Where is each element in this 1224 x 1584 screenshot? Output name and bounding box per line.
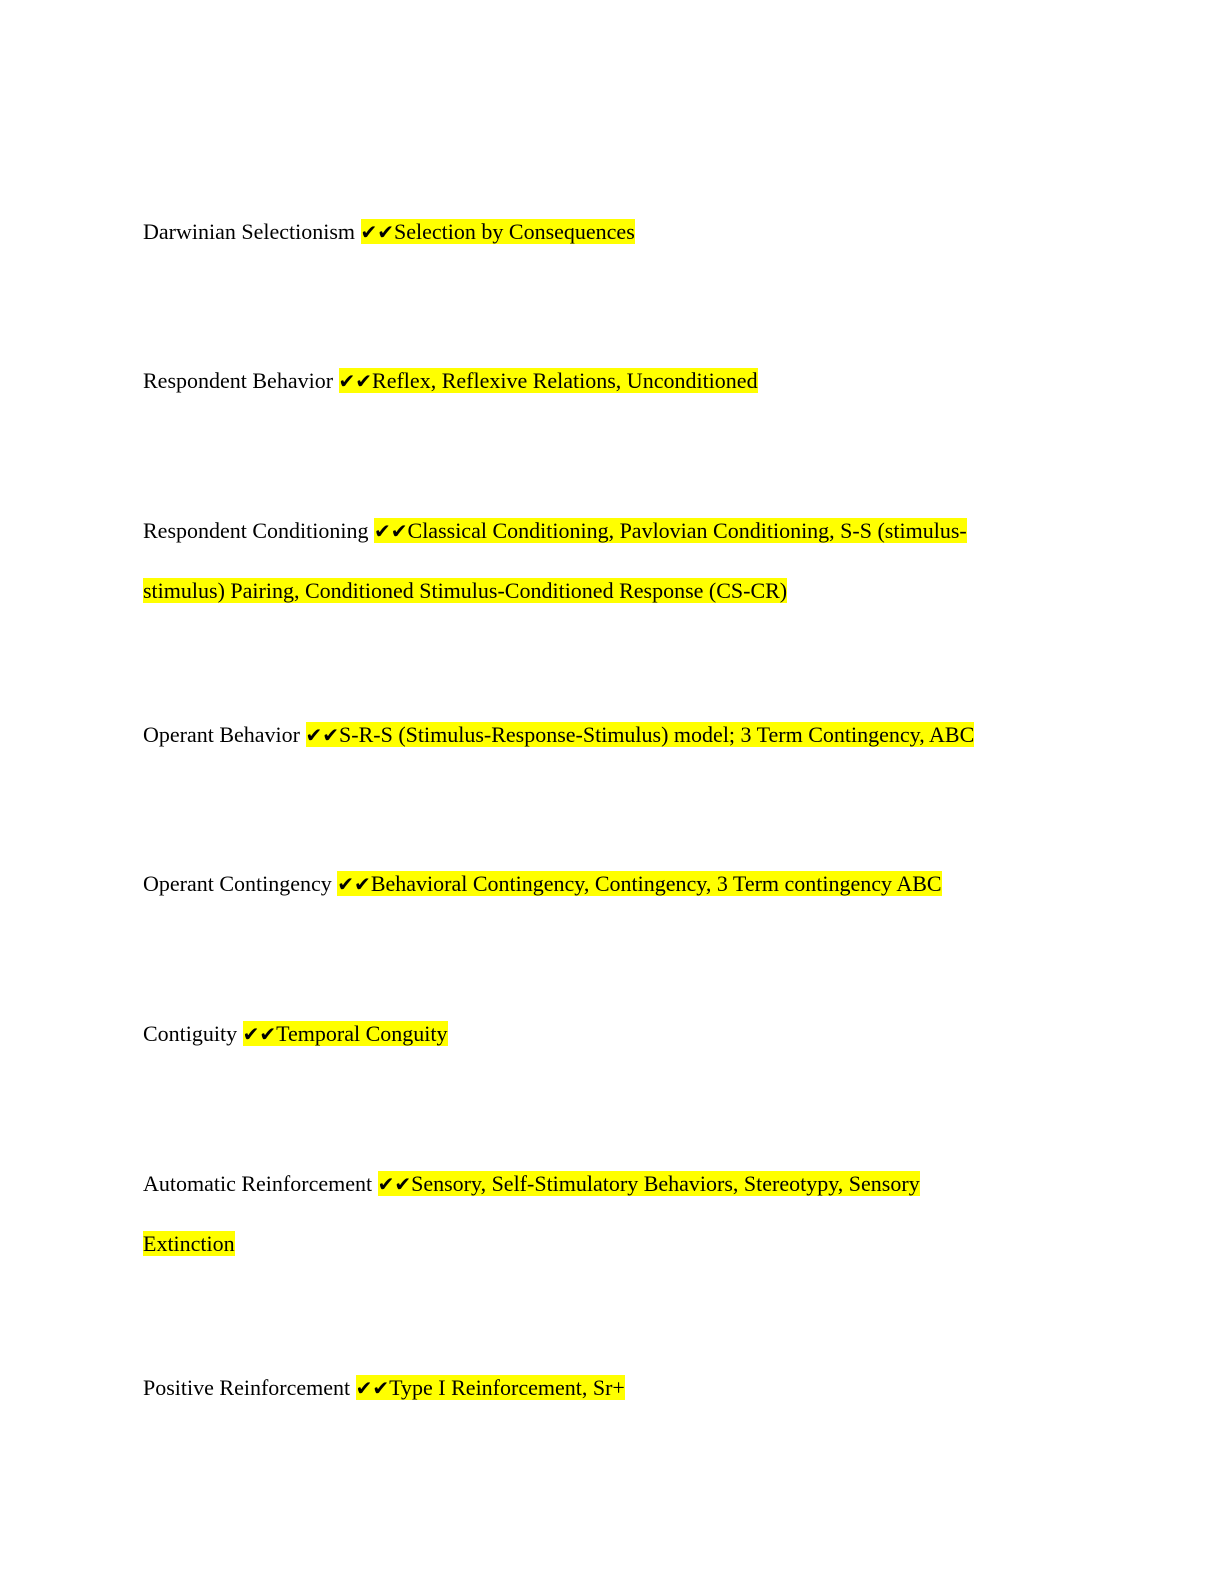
entry-term: Operant Contingency: [143, 871, 332, 896]
entry-positive-reinforcement: [143, 1358, 1083, 1418]
entry-operant-behavior: [143, 705, 1083, 765]
double-check-icon: ✔✔: [374, 519, 408, 543]
entry-answer-highlight: [361, 219, 635, 244]
entry-darwinian-selectionism: [143, 202, 1083, 262]
double-check-icon: ✔✔: [337, 872, 371, 896]
entry-answer-highlight: [356, 1375, 625, 1400]
double-check-icon: ✔✔: [338, 369, 373, 393]
entry-answer: S-R-S (Stimulus-Response-Stimulus) model; 3 Term Contingency, ABC: [339, 722, 975, 747]
double-check-icon: ✔✔: [360, 220, 395, 244]
entry-answer-highlight: [339, 368, 758, 393]
entry-term: Respondent Behavior: [143, 368, 334, 393]
entry-answer: Temporal Conguity: [276, 1021, 448, 1046]
entry-automatic-reinforcement: [143, 1154, 1003, 1273]
entry-answer: Reflex, Reflexive Relations, Unconditioned: [372, 368, 758, 393]
entry-contiguity: [143, 1004, 1083, 1064]
entry-answer: Sensory, Self-Stimulatory Behaviors, Stereotypy, Sensory Extinction: [143, 1171, 920, 1256]
double-check-icon: ✔✔: [305, 723, 340, 747]
entry-answer-highlight: [337, 871, 941, 896]
entry-answer: Selection by Consequences: [394, 219, 635, 244]
entry-term: Darwinian Selectionism: [143, 219, 356, 244]
entry-term: Respondent Conditioning: [143, 518, 369, 543]
entry-answer-highlight: [306, 722, 975, 747]
double-check-icon: ✔✔: [377, 1172, 412, 1196]
entry-answer: Type I Reinforcement, Sr+: [389, 1375, 625, 1400]
entry-answer-highlight: [243, 1021, 448, 1046]
entry-term: Positive Reinforcement: [143, 1375, 351, 1400]
entry-term: Contiguity: [143, 1021, 238, 1046]
entry-answer: Classical Conditioning, Pavlovian Conditioning, S-S (stimulus-stimulus) Pairing, Conditioned Stimulus-Conditioned Response (CS-CR): [143, 518, 967, 603]
double-check-icon: ✔✔: [355, 1376, 390, 1400]
double-check-icon: ✔✔: [242, 1022, 277, 1046]
entry-term: Operant Behavior: [143, 722, 300, 747]
entry-respondent-behavior: [143, 351, 1083, 411]
entry-term: Automatic Reinforcement: [143, 1171, 373, 1196]
entry-respondent-conditioning: [143, 501, 1048, 620]
entry-operant-contingency: [143, 854, 1083, 914]
entry-answer: Behavioral Contingency, Contingency, 3 Term contingency ABC: [370, 871, 942, 896]
